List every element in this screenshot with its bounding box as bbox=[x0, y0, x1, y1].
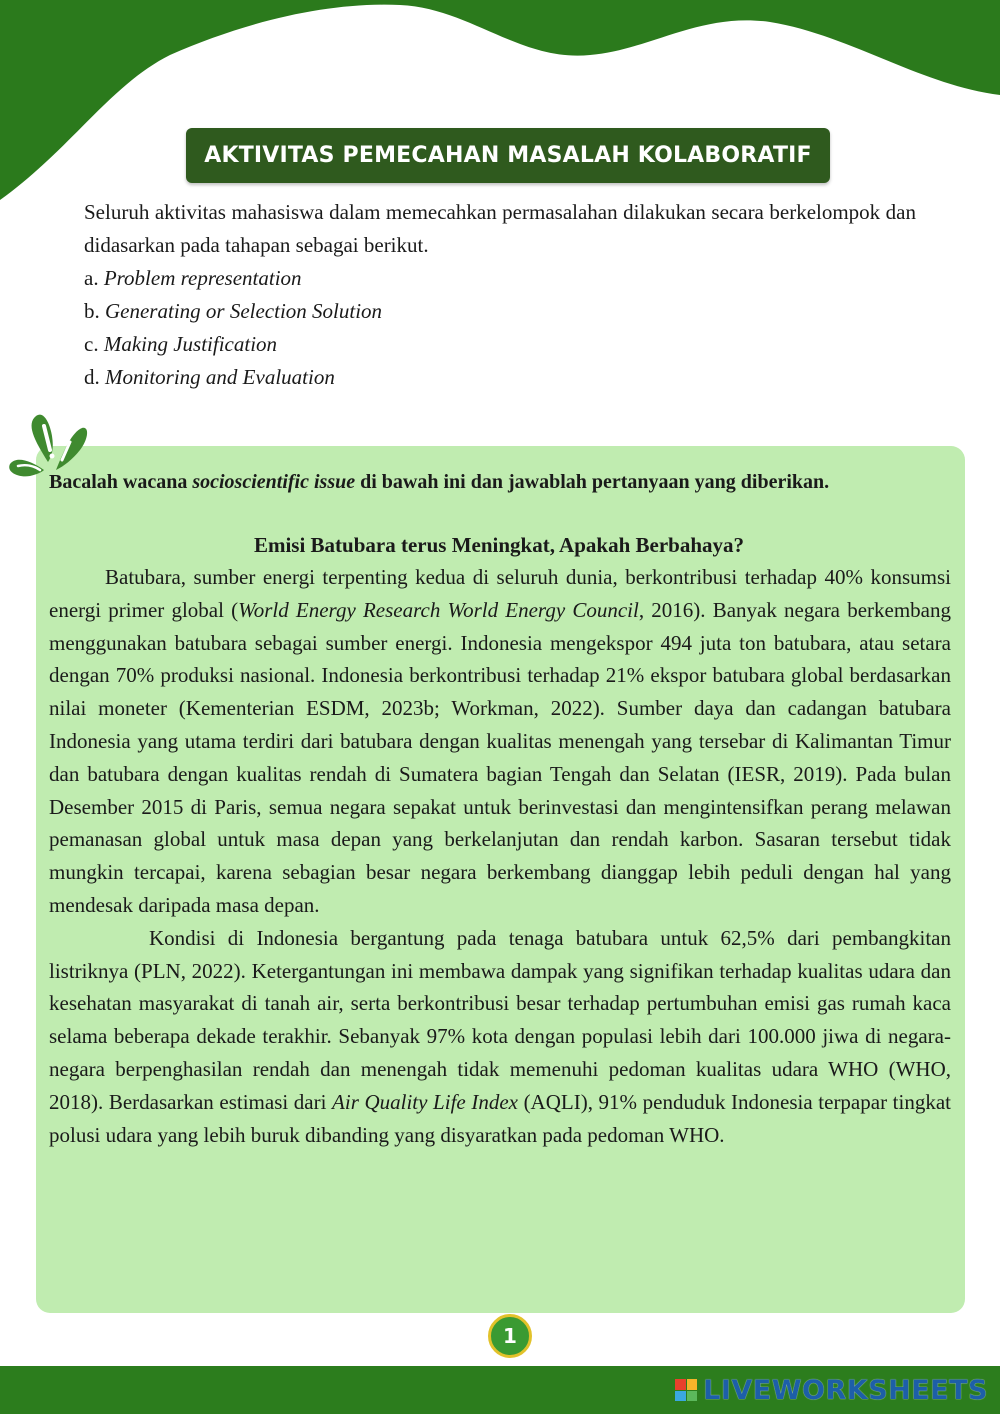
step-text: Making Justification bbox=[103, 332, 278, 356]
instruction-text: Bacalah wacana bbox=[49, 471, 193, 493]
reading-instruction bbox=[49, 467, 949, 497]
step-item bbox=[84, 361, 916, 394]
step-marker: b. bbox=[84, 299, 100, 323]
liveworksheets-brand[interactable] bbox=[675, 1372, 988, 1408]
step-item bbox=[84, 328, 916, 361]
step-marker: d. bbox=[84, 365, 100, 389]
passage-citation: World Energy Research World Energy Council bbox=[238, 597, 639, 622]
step-text: Generating or Selection Solution bbox=[105, 299, 383, 323]
instruction-emphasis: socioscientific issue bbox=[192, 471, 356, 493]
reading-passage bbox=[49, 561, 951, 1151]
reading-title: Emisi Batubara terus Meningkat, Apakah Berbahaya? bbox=[253, 533, 745, 557]
steps-list bbox=[84, 262, 916, 394]
brand-name: LIVEWORKSHEETS bbox=[703, 1374, 988, 1406]
section-title: AKTIVITAS PEMECAHAN MASALAH KOLABORATIF bbox=[204, 143, 812, 168]
passage-text: , 2016). Banyak negara berkembang menggunakan batubara sebagai sumber energi. Indonesia mengekspor 494 juta ton batubara, atau setara dengan 70% produksi nasional. Indonesia berkontribusi terhadap 21% ekspor batubara global berdasarkan nilai moneter (Kementerian ESDM, 2023b; Workman, 2022). Sumber daya dan cadangan batubara Indonesia yang utama terdiri dari batubara dengan kualitas menengah yang tersebar di Kalimantan Timur dan batubara dengan kualitas rendah di Sumatera bagian Tengah dan Selatan (IESR, 2019). Pada bulan Desember 2015 di Paris, semua negara sepakat untuk berinvestasi dan mengintensifkan perang melawan pemanasan global untuk masa depan yang berkelanjutan dan rendah karbon. Sasaran tersebut tidak mungkin tercapai, karena sebagian besar negara berkembang dianggap lebih peduli dengan hal yang mendesak daripada masa depan. bbox=[49, 597, 951, 917]
step-marker: a. bbox=[84, 266, 99, 290]
page-number: 1 bbox=[503, 1324, 517, 1348]
instruction-text: di bawah ini dan jawablah pertanyaan yang diberikan. bbox=[355, 471, 830, 493]
section-title-banner bbox=[186, 128, 830, 183]
passage-paragraph bbox=[49, 922, 951, 1152]
intro-paragraph: Seluruh aktivitas mahasiswa dalam memecahkan permasalahan dilakukan secara berkelompok dan didasarkan pada tahapan sebagai berikut. bbox=[84, 200, 916, 257]
intro-section bbox=[84, 196, 916, 394]
passage-text: (AQLI), 91% penduduk Indonesia terpapar tingkat polusi udara yang lebih buruk dibanding yang disyaratkan pada pedoman WHO. bbox=[49, 1089, 951, 1147]
page-number-badge bbox=[488, 1314, 532, 1358]
step-item bbox=[84, 295, 916, 328]
passage-text: Batubara, sumber energi terpenting kedua di seluruh dunia, berkontribusi terhadap 40% konsumsi energi primer global ( bbox=[49, 565, 951, 622]
step-marker: c. bbox=[84, 332, 99, 356]
step-text: Problem representation bbox=[103, 266, 302, 290]
step-item bbox=[84, 262, 916, 295]
step-text: Monitoring and Evaluation bbox=[105, 365, 335, 389]
passage-paragraph bbox=[49, 561, 951, 922]
passage-index-name: Air Quality Life Index bbox=[332, 1089, 518, 1114]
liveworksheets-logo-icon bbox=[675, 1379, 697, 1401]
passage-text: Kondisi di Indonesia bergantung pada tenaga batubara untuk 62,5% dari pembangkitan listriknya (PLN, 2022). Ketergantungan ini membawa dampak yang signifikan terhadap kualitas udara dan kesehatan masyarakat di tanah air, serta berkontribusi besar terhadap pertumbuhan emisi gas rumah kaca selama beberapa dekade terakhir. Sebanyak 97% kota dengan populasi lebih dari 100.000 jiwa di negara-negara berpenghasilan rendah dan menengah tidak memenuhi pedoman kualitas udara WHO (WHO, 2018). Berdasarkan estimasi dari bbox=[49, 925, 951, 1114]
